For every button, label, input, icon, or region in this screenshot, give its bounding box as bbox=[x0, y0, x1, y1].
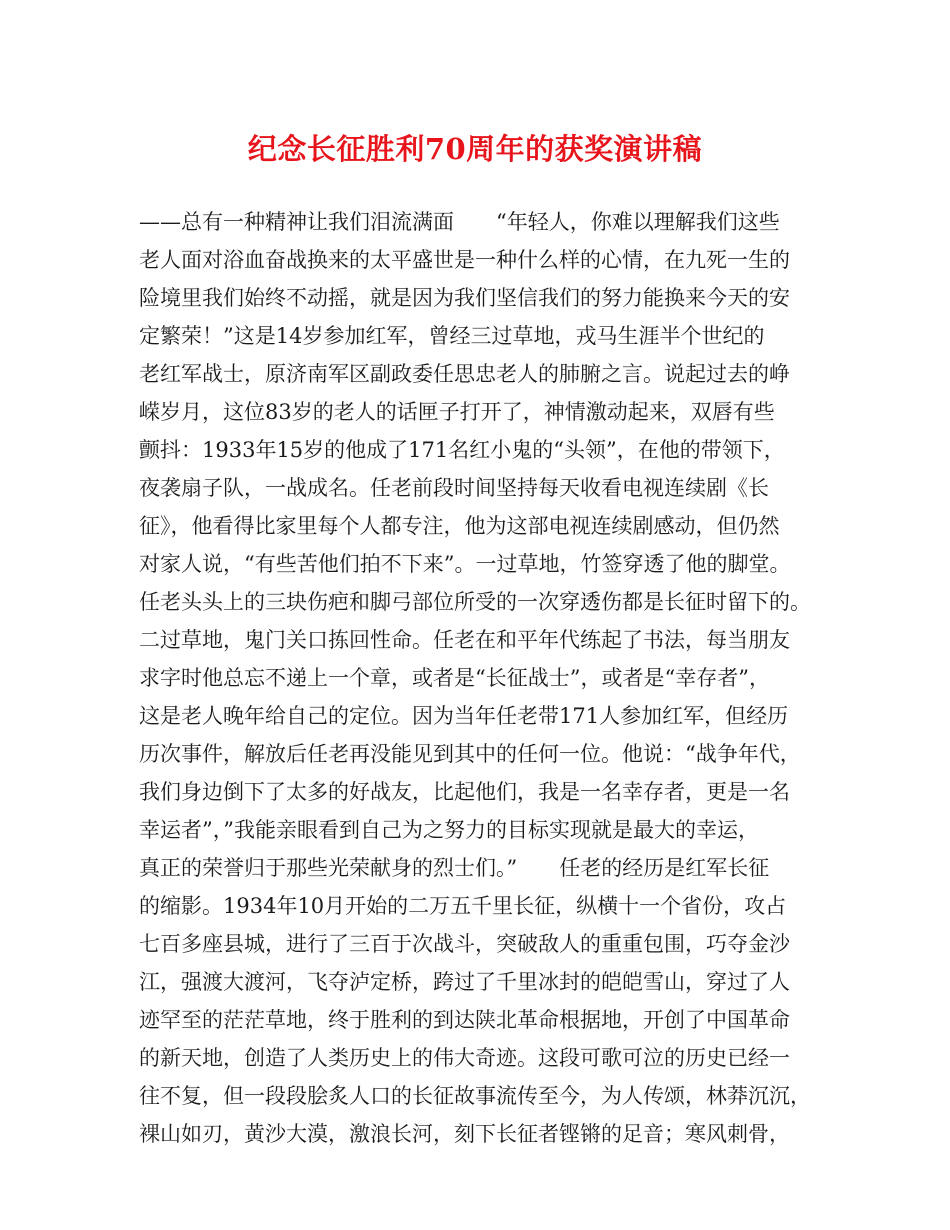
body-line: 险境里我们始终不动摇，就是因为我们坚信我们的努力能换来今天的安 bbox=[139, 286, 790, 310]
document-title: 纪念长征胜利70周年的获奖演讲稿 bbox=[247, 132, 703, 166]
body-line: 的新天地，创造了人类历史上的伟大奇迹。这段可歌可泣的历史已经一 bbox=[139, 1046, 790, 1070]
body-line: 江，强渡大渡河，飞夺泸定桥，跨过了千里冰封的皑皑雪山，穿过了人 bbox=[139, 970, 790, 994]
body-line: 七百多座县城，进行了三百于次战斗，突破敌人的重重包围，巧夺金沙 bbox=[139, 932, 790, 956]
body-line: 任老头头上的三块伤疤和脚弓部位所受的一次穿透伤都是长征时留下的。 bbox=[139, 590, 811, 614]
body-line: 颤抖：1933年15岁的他成了171名红小鬼的“头领”，在他的带领下， bbox=[139, 438, 785, 462]
body-line: 老人面对浴血奋战换来的太平盛世是一种什么样的心情，在九死一生的 bbox=[139, 248, 790, 272]
body-line: 历次事件，解放后任老再没能见到其中的任何一位。他说：“战争年代， bbox=[139, 742, 801, 766]
document-body bbox=[139, 203, 819, 1153]
body-line: 二过草地，鬼门关口拣回性命。任老在和平年代练起了书法，每当朋友 bbox=[139, 628, 790, 652]
body-line: 往不复，但一段段脍炙人口的长征故事流传至今，为人传颂，林莽沉沉， bbox=[139, 1084, 811, 1108]
body-line: 我们身边倒下了太多的好战友，比起他们，我是一名幸存者，更是一名 bbox=[139, 780, 790, 804]
body-line: 的缩影。1934年10月开始的二万五千里长征，纵横十一个省份，攻占 bbox=[139, 894, 787, 918]
body-line: 夜袭扇子队，一战成名。任老前段时间坚持每天收看电视连续剧《长 bbox=[139, 476, 769, 500]
body-line: ——总有一种精神让我们泪流满面 “年轻人，你难以理解我们这些 bbox=[139, 210, 780, 234]
body-line: 真正的荣誉归于那些光荣献身的烈士们。” 任老的经历是红军长征 bbox=[139, 856, 770, 880]
body-line: 求字时他总忘不递上一个章，或者是“长征战士”，或者是“幸存者”， bbox=[139, 666, 770, 690]
body-line: 对家人说，“有些苦他们拍不下来”。一过草地，竹签穿透了他的脚堂。 bbox=[139, 552, 791, 576]
body-line: 幸运者”，”我能亲眼看到自己为之努力的目标实现就是最大的幸运， bbox=[139, 818, 759, 842]
body-line: 裸山如刃，黄沙大漠，激浪长河，刻下长征者铿锵的足音；寒风刺骨， bbox=[139, 1122, 790, 1146]
body-line: 这是老人晚年给自己的定位。因为当年任老带171人参加红军，但经历 bbox=[139, 704, 789, 728]
body-line: 征》，他看得比家里每个人都专注，他为这部电视连续剧感动，但仍然 bbox=[139, 514, 780, 538]
body-line: 迹罕至的茫茫草地，终于胜利的到达陕北革命根据地，开创了中国革命 bbox=[139, 1008, 790, 1032]
body-line: 老红军战士，原济南军区副政委任思忠老人的肺腑之言。说起过去的峥 bbox=[139, 362, 790, 386]
body-line: 嵘岁月，这位83岁的老人的话匣子打开了，神情激动起来，双唇有些 bbox=[139, 400, 775, 424]
body-line: 定繁荣！”这是14岁参加红军，曾经三过草地，戎马生涯半个世纪的 bbox=[139, 324, 765, 348]
